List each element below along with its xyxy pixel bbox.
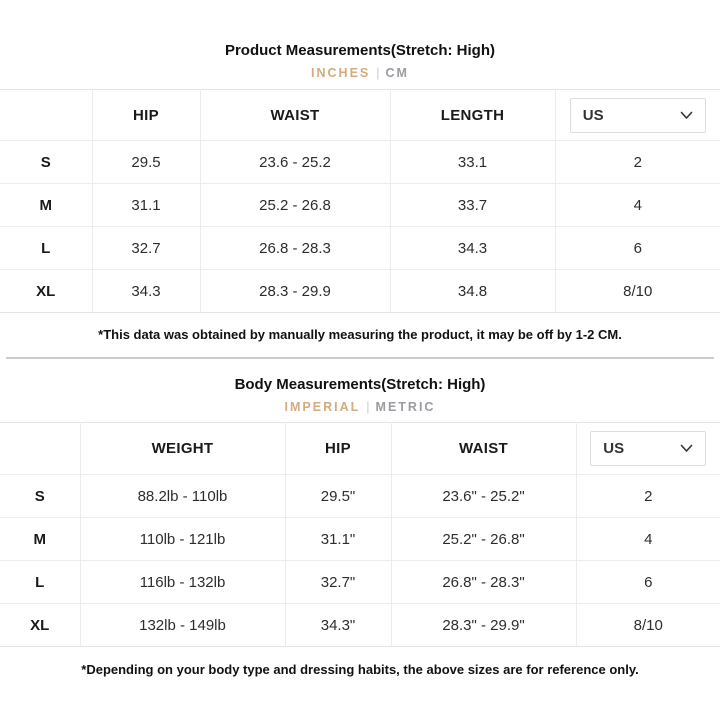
body-measurements-note: *Depending on your body type and dressing habits, the above sizes are for reference only. [81,662,639,677]
size-row-s [0,475,720,518]
size-row-label: M [0,518,80,561]
unit-toggle-cm[interactable]: CM [385,66,409,80]
measurement-cell: 88.2lb - 110lb [80,475,285,518]
size-row-l [0,561,720,604]
measurement-cell: 132lb - 149lb [80,604,285,647]
empty-header-cell [0,423,80,475]
column-header-weight: WEIGHT [80,423,285,475]
measurement-cell: 34.8 [390,270,555,313]
product-measurements-table [0,89,720,313]
measurement-cell: 25.2 - 26.8 [200,184,390,227]
section-divider [6,357,714,359]
chevron-down-icon [680,444,693,453]
measurement-cell: 116lb - 132lb [80,561,285,604]
column-header-waist: WAIST [391,423,576,475]
measurement-cell: 6 [576,561,720,604]
measurement-cell: 28.3" - 29.9" [391,604,576,647]
measurement-cell: 33.7 [390,184,555,227]
size-row-label: L [0,561,80,604]
unit-toggle-inches[interactable]: INCHES [311,66,371,80]
size-row-xl [0,270,720,313]
column-header-hip: HIP [285,423,391,475]
measurement-cell: 4 [555,184,720,227]
us-size-select[interactable] [570,98,706,133]
measurement-cell: 34.3" [285,604,391,647]
unit-toggle-metric[interactable]: METRIC [375,400,436,414]
size-row-label: S [0,141,92,184]
size-row-label: L [0,227,92,270]
measurement-cell: 31.1 [92,184,200,227]
unit-toggle-separator: | [366,400,370,414]
measurement-cell: 28.3 - 29.9 [200,270,390,313]
size-row-label: XL [0,604,80,647]
unit-toggle-separator: | [376,66,380,80]
chevron-down-icon [680,111,693,120]
product-table-body [0,141,720,313]
size-row-xl [0,604,720,647]
size-row-m [0,184,720,227]
measurement-cell: 29.5" [285,475,391,518]
size-row-s [0,141,720,184]
measurement-cell: 8/10 [555,270,720,313]
measurement-cell: 8/10 [576,604,720,647]
size-row-m [0,518,720,561]
column-header-waist: WAIST [200,90,390,141]
size-row-label: S [0,475,80,518]
us-size-select[interactable] [590,431,706,466]
measurement-cell: 33.1 [390,141,555,184]
measurement-cell: 32.7" [285,561,391,604]
measurement-cell: 31.1" [285,518,391,561]
measurement-cell: 4 [576,518,720,561]
product-table-header-row [0,90,720,141]
size-region-header-cell [576,423,720,475]
body-table-header-row [0,423,720,475]
measurement-cell: 34.3 [390,227,555,270]
body-unit-toggle [0,400,720,414]
body-measurements-title: Body Measurements(Stretch: High) [234,376,486,393]
measurement-cell: 110lb - 121lb [80,518,285,561]
body-table-body [0,475,720,647]
column-header-hip: HIP [92,90,200,141]
measurement-cell: 25.2" - 26.8" [391,518,576,561]
measurement-cell: 29.5 [92,141,200,184]
measurement-cell: 26.8 - 28.3 [200,227,390,270]
size-row-l [0,227,720,270]
measurement-cell: 6 [555,227,720,270]
measurement-cell: 2 [555,141,720,184]
measurement-cell: 32.7 [92,227,200,270]
size-region-header-cell [555,90,720,141]
us-size-select-value: US [603,440,625,457]
empty-header-cell [0,90,92,141]
measurement-cell: 23.6 - 25.2 [200,141,390,184]
size-row-label: M [0,184,92,227]
measurement-cell: 23.6" - 25.2" [391,475,576,518]
size-row-label: XL [0,270,92,313]
measurement-cell: 26.8" - 28.3" [391,561,576,604]
us-size-select-value: US [582,106,604,124]
column-header-length: LENGTH [390,90,555,141]
measurement-cell: 34.3 [92,270,200,313]
product-measurements-title: Product Measurements(Stretch: High) [224,42,496,59]
measurement-cell: 2 [576,475,720,518]
product-unit-toggle [0,66,720,80]
unit-toggle-imperial[interactable]: IMPERIAL [284,400,361,414]
body-measurements-table [0,422,720,647]
product-measurements-note: *This data was obtained by manually measuring the product, it may be off by 1-2 CM. [98,327,622,342]
